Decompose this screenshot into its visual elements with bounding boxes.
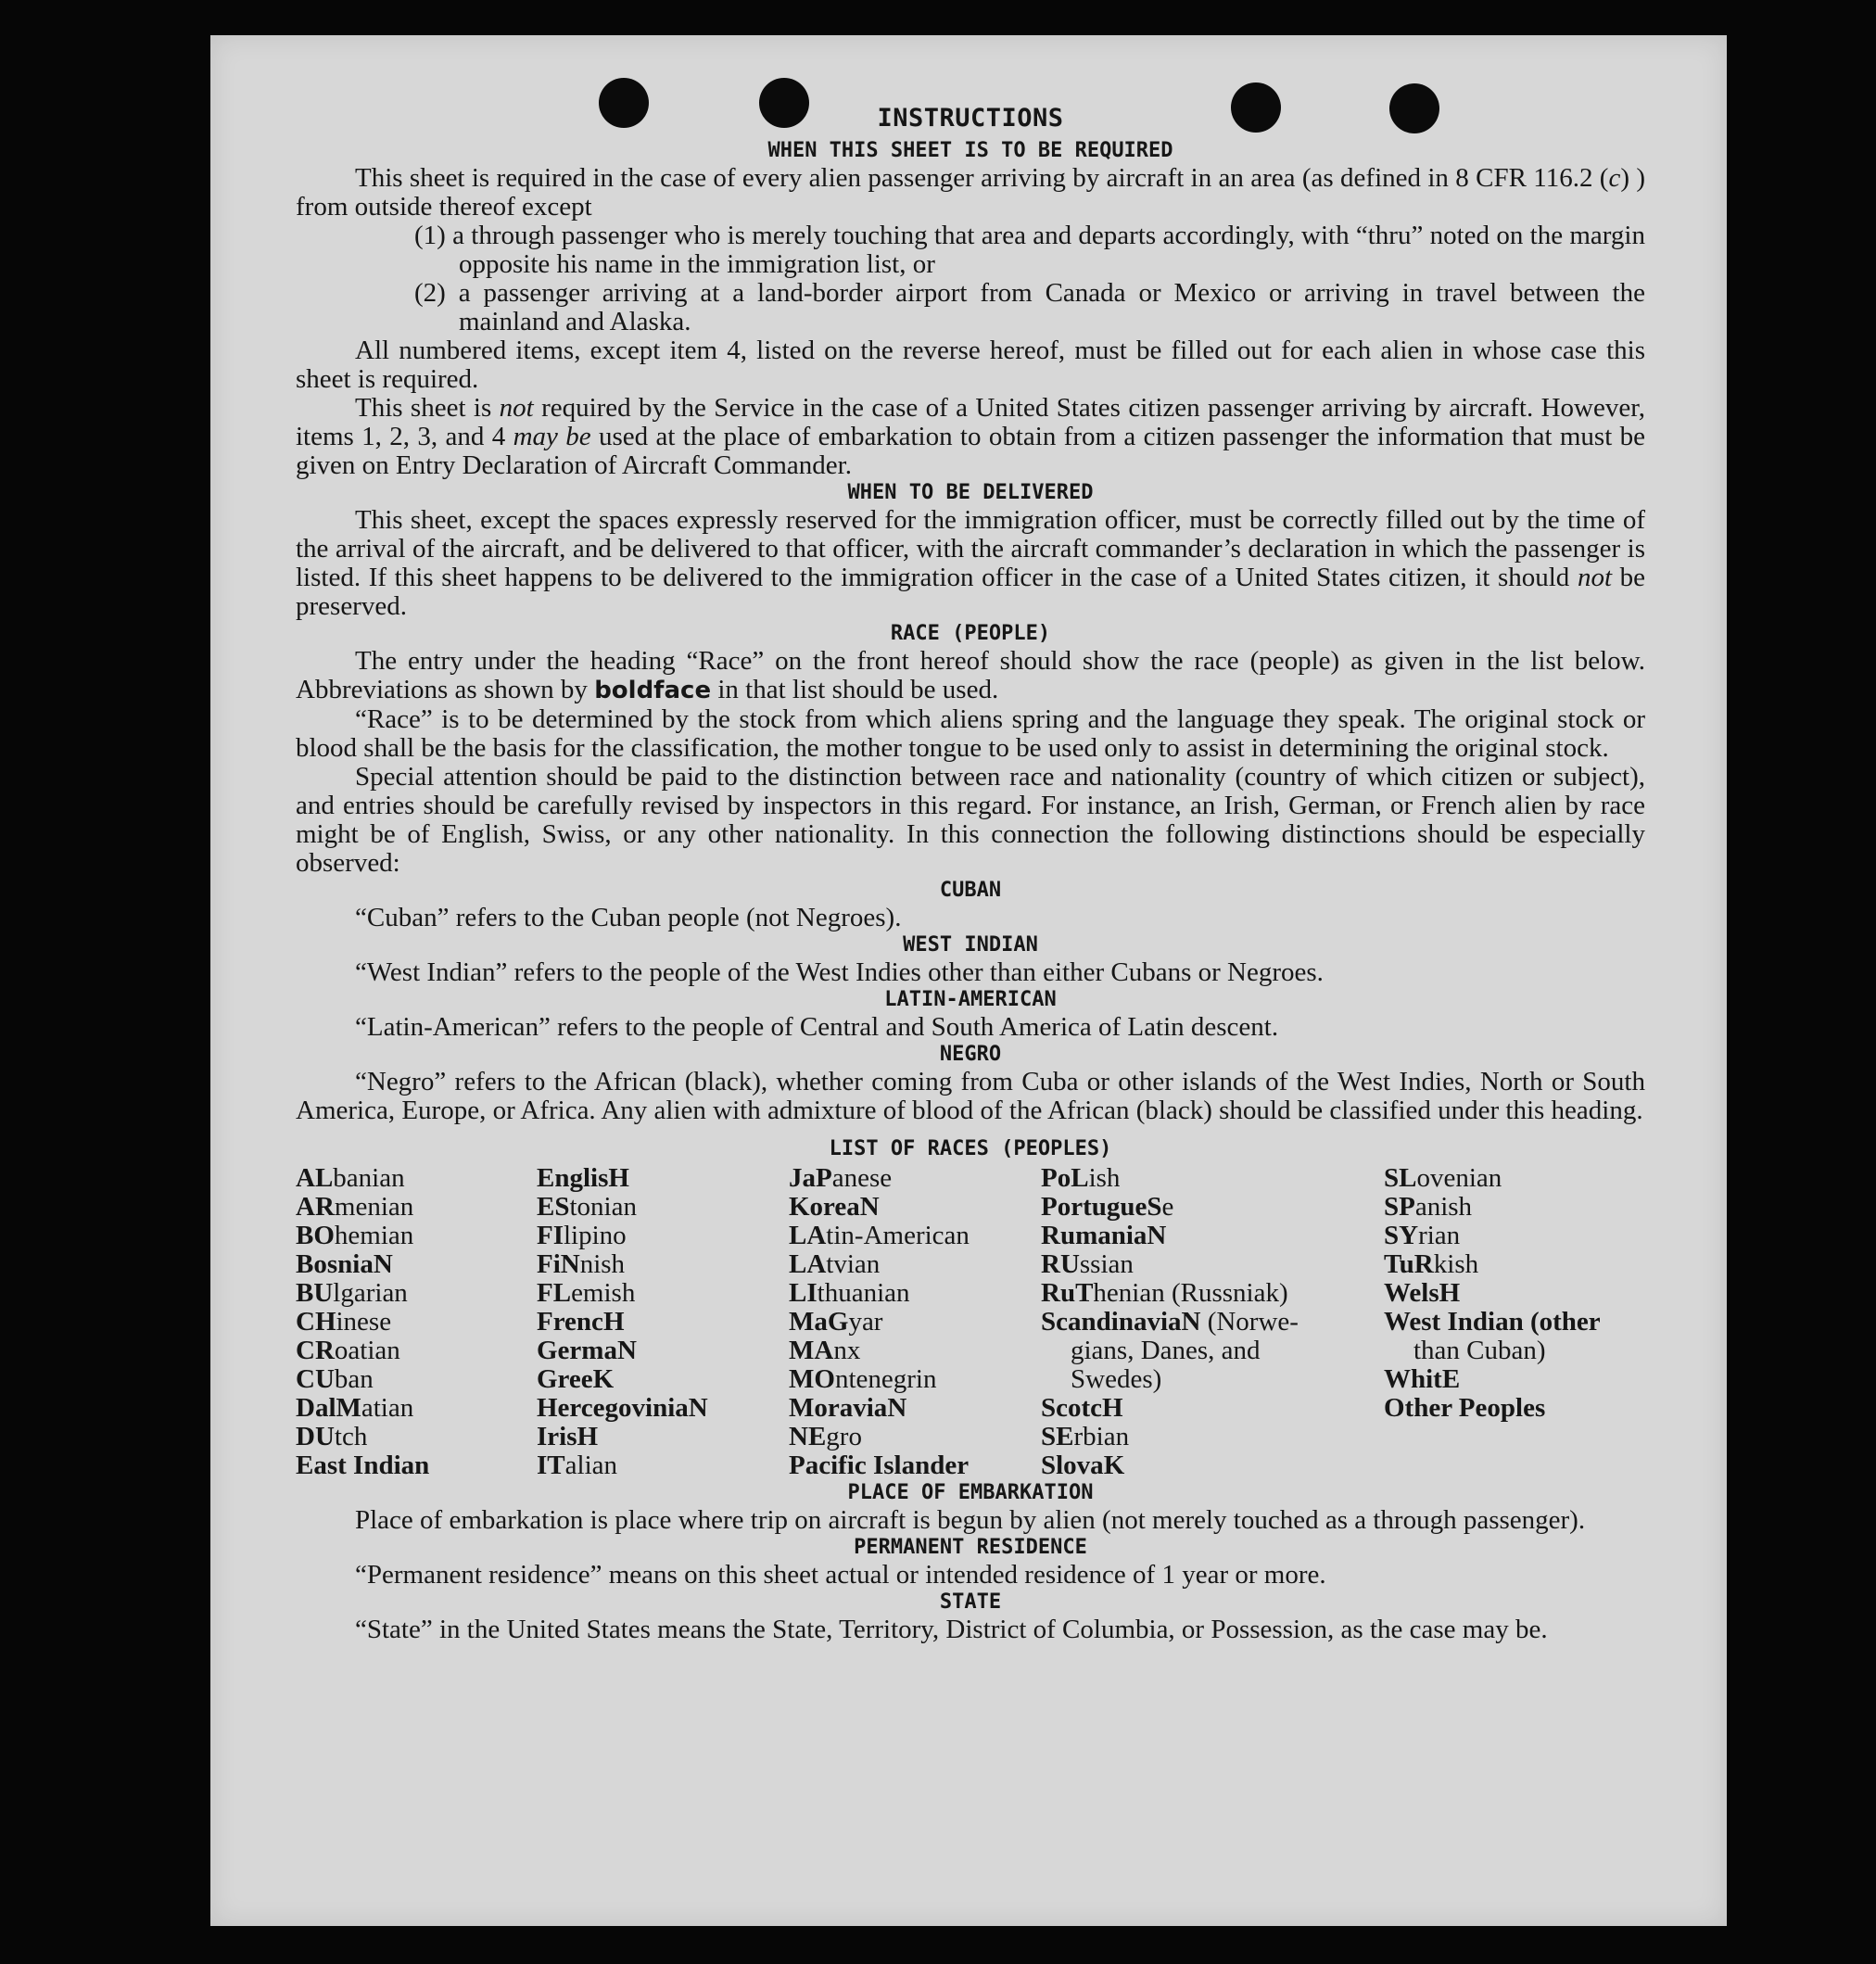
- paragraph-state: “State” in the United States means the State, Territory, District of Columbia, or Possession, as the case may be.: [355, 1615, 1548, 1644]
- race-text: tonian: [569, 1192, 637, 1222]
- race-abbreviation: CR: [296, 1336, 335, 1365]
- race-abbreviation: K: [592, 1364, 615, 1394]
- heading-permanent-residence: PERMANENT RESIDENCE: [854, 1536, 1087, 1559]
- race-text: atian: [361, 1393, 414, 1423]
- text-run: in that list should be used.: [711, 675, 999, 704]
- race-text: menian: [334, 1192, 414, 1222]
- race-item: [537, 1337, 789, 1365]
- text-run-bold: boldface: [594, 677, 712, 704]
- race-abbreviation: East Indian: [296, 1451, 430, 1480]
- race-abbreviation: MaG: [789, 1307, 849, 1337]
- race-abbreviation: Pacific Islander: [789, 1451, 970, 1480]
- race-text: lipino: [564, 1221, 627, 1250]
- race-abbreviation: MA: [789, 1336, 834, 1365]
- paragraph-cuban: “Cuban” refers to the Cuban people (not Negroes).: [355, 903, 902, 932]
- race-abbreviation: Hercegovinia: [537, 1393, 689, 1423]
- race-abbreviation: IT: [537, 1451, 565, 1480]
- race-text: ovenian: [1416, 1163, 1502, 1193]
- race-abbreviation: H: [602, 1307, 625, 1337]
- race-text: tvian: [826, 1249, 881, 1279]
- race-item: [1384, 1279, 1645, 1308]
- text-run: This sheet, except the spaces expressly reserved for the immigration officer, must be correctly filled out by the time of the arrival of the aircraft, and be delivered to that officer, with the aircraft commander’s declaration in which the passenger is listed. If this sheet happens to be delivered to the immigration officer in the case of a United States citizen, it should: [296, 505, 1645, 592]
- race-abbreviation: H: [577, 1422, 599, 1451]
- race-item: [537, 1250, 789, 1279]
- race-item: [1041, 1164, 1384, 1193]
- race-abbreviation: FL: [537, 1278, 572, 1308]
- race-abbreviation: Other Peoples: [1384, 1393, 1546, 1423]
- race-text: emish: [571, 1278, 636, 1308]
- race-abbreviation: ES: [537, 1192, 570, 1222]
- race-abbreviation: Scandinavia: [1041, 1307, 1182, 1337]
- heading-negro: NEGRO: [939, 1043, 1002, 1066]
- race-item: [296, 1365, 537, 1394]
- race-text: anese: [831, 1163, 893, 1193]
- race-abbreviation: Moravia: [789, 1393, 888, 1423]
- race-item: [537, 1222, 789, 1250]
- race-item: [1041, 1193, 1384, 1222]
- race-abbreviation: LA: [789, 1249, 827, 1279]
- race-text: lgarian: [333, 1278, 408, 1308]
- race-abbreviation: Germa: [537, 1336, 617, 1365]
- race-text: oatian: [334, 1336, 400, 1365]
- race-abbreviation: Korea: [789, 1192, 860, 1222]
- race-item: [1041, 1451, 1384, 1480]
- race-item: [537, 1279, 789, 1308]
- race-abbreviation: H: [608, 1163, 629, 1193]
- paragraph-permanent-residence: “Permanent residence” means on this sheet actual or intended residence of 1 year or more.: [355, 1560, 1326, 1590]
- race-abbreviation: FiN: [537, 1249, 580, 1279]
- race-text: thuanian: [817, 1278, 910, 1308]
- race-item: [1041, 1423, 1384, 1451]
- race-abbreviation: RU: [1041, 1249, 1080, 1279]
- race-item: [1384, 1308, 1645, 1337]
- race-item: [1384, 1193, 1645, 1222]
- race-abbreviation: Slova: [1041, 1451, 1104, 1480]
- text-run-italic: c: [1608, 163, 1621, 193]
- race-text: yar: [848, 1307, 883, 1337]
- race-item-continuation: Swedes): [1071, 1364, 1162, 1394]
- document-title: INSTRUCTIONS: [877, 104, 1064, 133]
- race-item: [1384, 1365, 1645, 1394]
- race-text: rian: [1418, 1221, 1461, 1250]
- race-item: [1041, 1279, 1384, 1308]
- race-abbreviation: CH: [296, 1307, 336, 1337]
- race-abbreviation: SY: [1384, 1221, 1419, 1250]
- race-text: gro: [826, 1422, 862, 1451]
- race-abbreviation: Whit: [1384, 1364, 1442, 1394]
- race-text: tch: [334, 1422, 368, 1451]
- race-abbreviation: PortugueS: [1041, 1192, 1162, 1222]
- races-column: [1041, 1164, 1384, 1480]
- races-column: [296, 1164, 537, 1480]
- race-abbreviation: N: [1181, 1307, 1201, 1337]
- heading-cuban: CUBAN: [939, 879, 1002, 902]
- race-abbreviation: Englis: [537, 1163, 609, 1193]
- race-text: ban: [334, 1364, 374, 1394]
- race-item: [537, 1365, 789, 1394]
- paragraph-race-1: [296, 647, 1645, 705]
- race-item: [1041, 1308, 1384, 1337]
- race-abbreviation: N: [688, 1393, 708, 1423]
- heading-place-of-embarkation: PLACE OF EMBARKATION: [847, 1481, 1094, 1504]
- race-text: ish: [1088, 1163, 1121, 1193]
- race-abbreviation: Rumania: [1041, 1221, 1147, 1250]
- document-body: [296, 104, 1645, 1644]
- race-abbreviation: H: [1102, 1393, 1123, 1423]
- race-abbreviation: K: [1103, 1451, 1125, 1480]
- race-item: [789, 1423, 1041, 1451]
- race-abbreviation: BU: [296, 1278, 334, 1308]
- race-item: [789, 1308, 1041, 1337]
- race-item: [296, 1164, 537, 1193]
- race-text: tin-American: [826, 1221, 970, 1250]
- paragraph-race-3: Special attention should be paid to the distinction between race and nationality (country of which citizen or subject), and entries should be carefully revised by inspectors in this regard. For instance, an Irish, German, or French alien by race might be of English, Swiss, or any other nationality. In this connection the following distinctions should be especially observed:: [296, 762, 1645, 878]
- race-item: [789, 1222, 1041, 1250]
- race-abbreviation: FI: [537, 1221, 564, 1250]
- race-item: [789, 1365, 1041, 1394]
- heading-west-indian: WEST INDIAN: [903, 933, 1038, 957]
- race-item: [1384, 1394, 1645, 1423]
- races-list: [296, 1164, 1645, 1480]
- race-item: [1041, 1222, 1384, 1250]
- race-item: [296, 1222, 537, 1250]
- race-item-continuation: gians, Danes, and: [1071, 1336, 1261, 1365]
- paragraph-delivered: [296, 506, 1645, 621]
- race-abbreviation: Iris: [537, 1422, 577, 1451]
- race-text: nx: [833, 1336, 861, 1365]
- race-item: [1384, 1222, 1645, 1250]
- race-abbreviation: MO: [789, 1364, 835, 1394]
- paragraph-required-intro: [296, 164, 1645, 222]
- race-text: inese: [336, 1307, 392, 1337]
- race-abbreviation: SE: [1041, 1422, 1074, 1451]
- race-item: [296, 1394, 537, 1423]
- text-run: ) ) from outside thereof except: [296, 163, 1645, 222]
- heading-races-list: LIST OF RACES (PEOPLES): [829, 1137, 1112, 1160]
- paragraph-west-indian: “West Indian” refers to the people of the West Indies other than either Cubans or Negroes.: [355, 957, 1324, 987]
- race-text: banian: [333, 1163, 405, 1193]
- paragraph-latin-american: “Latin-American” refers to the people of Central and South America of Latin descent.: [355, 1012, 1279, 1042]
- race-text: ntenegrin: [834, 1364, 937, 1394]
- race-item: [789, 1394, 1041, 1423]
- race-item: [537, 1451, 789, 1480]
- heading-race: RACE (PEOPLE): [890, 622, 1051, 645]
- races-column: [537, 1164, 789, 1480]
- race-item: [296, 1337, 537, 1365]
- race-item: [296, 1193, 537, 1222]
- text-run: The entry under the heading “Race” on the front hereof should show the race (people) as given in the list below. Abbreviations as shown by: [296, 646, 1645, 704]
- race-item: [789, 1250, 1041, 1279]
- exception-item-1: (1) a through passenger who is merely touching that area and departs accordingly, with “thru” noted on the margin opposite his name in the immigration list, or: [414, 221, 1645, 279]
- text-run-italic: not: [499, 393, 534, 423]
- exception-item-2: (2) a passenger arriving at a land-border airport from Canada or Mexico or arriving in travel between the mainland and Alaska.: [414, 278, 1645, 336]
- paragraph-place-of-embarkation: Place of embarkation is place where trip on aircraft is begun by alien (not merely touched as a through passenger).: [355, 1505, 1586, 1535]
- race-text: nish: [579, 1249, 626, 1279]
- race-text: e: [1161, 1192, 1174, 1222]
- race-item: [296, 1250, 537, 1279]
- race-item: [296, 1423, 537, 1451]
- race-abbreviation: Frenc: [537, 1307, 603, 1337]
- race-text: ssian: [1079, 1249, 1134, 1279]
- race-abbreviation: Wels: [1384, 1278, 1439, 1308]
- race-item: [296, 1308, 537, 1337]
- text-run: This sheet is required in the case of every alien passenger arriving by aircraft in an area (as defined in 8 CFR 116.2 (: [355, 163, 1609, 193]
- race-abbreviation: Bosnia: [296, 1249, 374, 1279]
- race-item: [789, 1193, 1041, 1222]
- race-item: [1384, 1164, 1645, 1193]
- race-text: rbian: [1073, 1422, 1130, 1451]
- text-run: be preserved.: [296, 563, 1646, 621]
- race-abbreviation: LI: [789, 1278, 818, 1308]
- race-abbreviation: N: [1147, 1221, 1167, 1250]
- race-abbreviation: CU: [296, 1364, 335, 1394]
- heading-latin-american: LATIN-AMERICAN: [884, 988, 1057, 1011]
- race-abbreviation: TuR: [1384, 1249, 1434, 1279]
- race-item: [789, 1451, 1041, 1480]
- races-column: [1384, 1164, 1645, 1480]
- race-abbreviation: PoL: [1041, 1163, 1089, 1193]
- race-item: [537, 1394, 789, 1423]
- race-abbreviation: N: [887, 1393, 907, 1423]
- text-run-italic: not: [1577, 563, 1612, 592]
- race-abbreviation: JaP: [789, 1163, 832, 1193]
- race-abbreviation: N: [616, 1336, 637, 1365]
- text-run: required by the Service in the case of a United States citizen passenger arriving by aircraft. However, items 1, 2, 3, and 4: [296, 393, 1645, 451]
- race-text: henian (Russniak): [1093, 1278, 1288, 1308]
- race-item: [537, 1308, 789, 1337]
- race-abbreviation: AL: [296, 1163, 334, 1193]
- race-item: [789, 1279, 1041, 1308]
- heading-when-required: WHEN THIS SHEET IS TO BE REQUIRED: [767, 139, 1173, 162]
- race-item: [537, 1423, 789, 1451]
- race-abbreviation: West Indian (other: [1384, 1307, 1601, 1337]
- race-abbreviation: SP: [1384, 1192, 1415, 1222]
- race-item: [1041, 1250, 1384, 1279]
- paragraph-race-2: “Race” is to be determined by the stock from which aliens spring and the language they speak. The original stock or blood shall be the basis for the classification, the mother tongue to be used only to assist in determining the original stock.: [296, 704, 1645, 763]
- race-text: hemian: [334, 1221, 414, 1250]
- race-abbreviation: BO: [296, 1221, 335, 1250]
- race-abbreviation: LA: [789, 1221, 827, 1250]
- document-sheet: [210, 35, 1727, 1926]
- race-abbreviation: Dal: [296, 1393, 336, 1423]
- race-item: [537, 1164, 789, 1193]
- race-item-continuation: than Cuban): [1413, 1336, 1546, 1365]
- paragraph-negro: “Negro” refers to the African (black), whether coming from Cuba or other islands of the West Indies, North or South America, Europe, or Africa. Any alien with admixture of blood of the African (black) should be classified under this heading.: [296, 1067, 1645, 1125]
- paragraph-citizen: [296, 394, 1645, 480]
- race-abbreviation: E: [1441, 1364, 1461, 1394]
- race-abbreviation: NE: [789, 1422, 827, 1451]
- paragraph-numbered-items: All numbered items, except item 4, listed on the reverse hereof, must be filled out for each alien in whose case this sheet is required.: [296, 336, 1645, 394]
- race-item: [1041, 1394, 1384, 1423]
- race-abbreviation: AR: [296, 1192, 335, 1222]
- race-text: anish: [1414, 1192, 1473, 1222]
- races-column: [789, 1164, 1041, 1480]
- heading-state: STATE: [939, 1590, 1002, 1614]
- race-text: alian: [564, 1451, 617, 1480]
- heading-when-delivered: WHEN TO BE DELIVERED: [847, 481, 1094, 504]
- race-item: [1384, 1250, 1645, 1279]
- race-abbreviation: SL: [1384, 1163, 1417, 1193]
- race-item: [296, 1279, 537, 1308]
- race-item: [789, 1164, 1041, 1193]
- race-item: [789, 1337, 1041, 1365]
- text-run-italic: may be: [513, 422, 591, 451]
- race-abbreviation: M: [336, 1393, 361, 1423]
- race-abbreviation: Scotc: [1041, 1393, 1103, 1423]
- race-item: [296, 1451, 537, 1480]
- race-text: kish: [1433, 1249, 1479, 1279]
- race-abbreviation: N: [373, 1249, 393, 1279]
- race-item: [537, 1193, 789, 1222]
- text-run: This sheet is: [355, 393, 500, 423]
- race-abbreviation: Gree: [537, 1364, 593, 1394]
- text-run: used at the place of embarkation to obtain from a citizen passenger the information that must be given on Entry Declaration of Aircraft Commander.: [296, 422, 1645, 480]
- race-abbreviation: N: [859, 1192, 880, 1222]
- race-abbreviation: DU: [296, 1422, 335, 1451]
- race-abbreviation: RuT: [1041, 1278, 1094, 1308]
- race-text: (Norwe-: [1200, 1307, 1299, 1337]
- race-abbreviation: H: [1439, 1278, 1461, 1308]
